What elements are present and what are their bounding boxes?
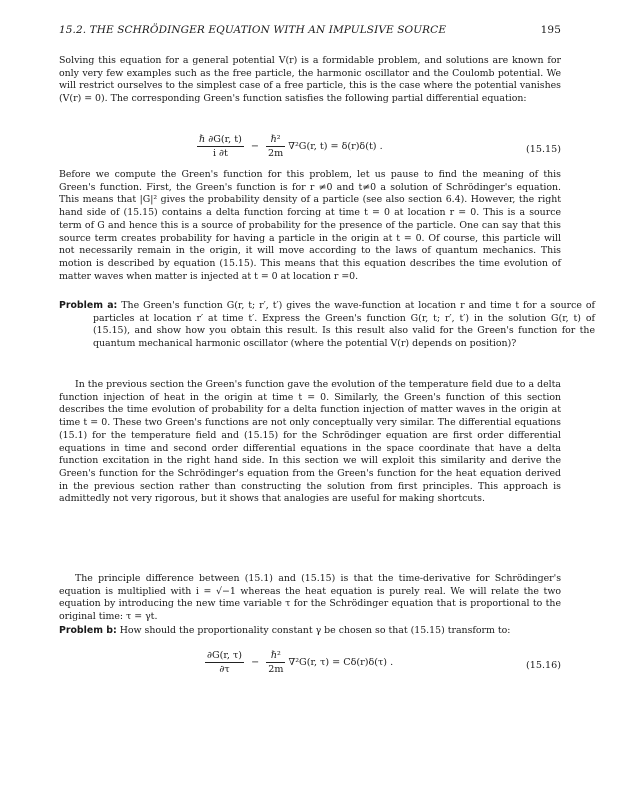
eq15-15-lhs-numerator: ℏ ∂G(r, t) (199, 134, 242, 145)
eq15-16-rhs: ∇²G(r, τ) = Cδ(r)δ(τ) . (288, 657, 394, 668)
eq15-16-lhs-fraction (205, 650, 244, 675)
problem-b (59, 625, 595, 638)
eq15-15-lhs-denominator: i ∂t (212, 148, 228, 159)
eq15-15-rhs: ∇²G(r, t) = δ(r)δ(t) . (288, 141, 383, 152)
problem-a-label: Problem a: (59, 300, 118, 311)
eq15-16-coefficient (266, 650, 285, 675)
eq15-15-number: (15.15) (526, 144, 561, 155)
intro-paragraph: Solving this equation for a general potential V(r) is a formidable problem, and solutions are known for only very few examples such as the free particle, the harmonic oscillator and the Coulomb potential. We will restrict ourselves to the simplest case of a free particle, this is the case where the potential vanishes (V(r) = 0). The corresponding Green's function satisfies the following partial differential equation: (59, 55, 561, 105)
problem-b-label: Problem b: (59, 625, 117, 636)
eq15-16-coef-denominator: 2m (268, 664, 284, 675)
eq15-16-lhs-numerator: ∂G(r, τ) (207, 650, 243, 661)
eq15-15-coef-denominator: 2m (268, 148, 284, 159)
running-header (59, 24, 561, 36)
meaning-paragraph: Before we compute the Green's function for this problem, let us pause to find the meaning of this Green's function. First, the Green's function is for r ≠0 and t≠0 a solution of Schrödinger's equation. This means that |G|² gives the probability density of a particle (see also section 6.4). However, the right hand side of (15.15) contains a delta function forcing at time t = 0 at location r = 0. This is a source term of G and hence this is a source of probability for the presence of the particle. One can say that this source term creates probability for having a particle in the origin at t = 0. Of course, this particle will not necessarily remain in the origin, it will move according to the laws of quantum mechanics. This motion is described by equation (15.15). This means that this equation describes the time evolution of matter waves when matter is injected at t = 0 at location r =0. (59, 169, 561, 282)
eq15-15-coef-numerator: ℏ² (266, 134, 285, 147)
problem-a-text: The Green's function G(r, t; r′, t′) gives the wave-function at location r and time t for a source of particles at location r′ at time t′. Express the Green's function G(r, t; r′, t′) in the solution G(r, t) of (15.15), and show how you obtain this result. Is this result also valid for the Green's function for the quantum mechanical harmonic oscillator (where the potential V(r) depends on position)? (93, 300, 596, 350)
problem-a (59, 300, 595, 351)
eq15-15-minus: − (250, 141, 259, 152)
eq15-15-coefficient (266, 134, 285, 159)
principle-difference-paragraph: The principle difference between (15.1) and (15.15) is that the time-derivative for Schrödinger's equation is multiplied with i = √−1 whereas the heat equation is purely real. We will relate the two equation by introducing the new time variable τ for the Schrödinger equation that is proportional to the original time: τ = γt. (59, 573, 561, 623)
eq15-15-lhs-fraction (197, 134, 244, 159)
problem-b-text: How should the proportionality constant γ be chosen so that (15.15) transform to: (119, 625, 511, 636)
eq15-16-minus: − (251, 657, 260, 668)
section-title: 15.2. THE SCHRÖDINGER EQUATION WITH AN IMPULSIVE SOURCE (59, 24, 447, 36)
previous-section-paragraph: In the previous section the Green's function gave the evolution of the temperature field due to a delta function injection of heat in the origin at time t = 0. Similarly, the Green's function of this section describes the time evolution of probability for a delta function injection of matter waves in the origin at time t = 0. These two Green's functions are not only conceptually very similar. The differential equations (15.1) for the temperature field and (15.15) for the Schrödinger equation are first order differential equations in time and second order differential equations in the space coordinate that have a delta function excitation in the right hand side. In this section we will exploit this similarity and derive the Green's function for the Schrödinger's equation from the Green's function for the heat equation derived in the previous section rather than constructing the solution from first principles. This approach is admittedly not very rigorous, but it shows that analogies are useful for making shortcuts. (59, 379, 561, 505)
eq15-16-coef-numerator: ℏ² (266, 650, 285, 663)
eq15-16-lhs-denominator: ∂τ (219, 664, 230, 675)
page-number: 195 (540, 24, 561, 36)
eq15-16-number: (15.16) (526, 660, 561, 671)
